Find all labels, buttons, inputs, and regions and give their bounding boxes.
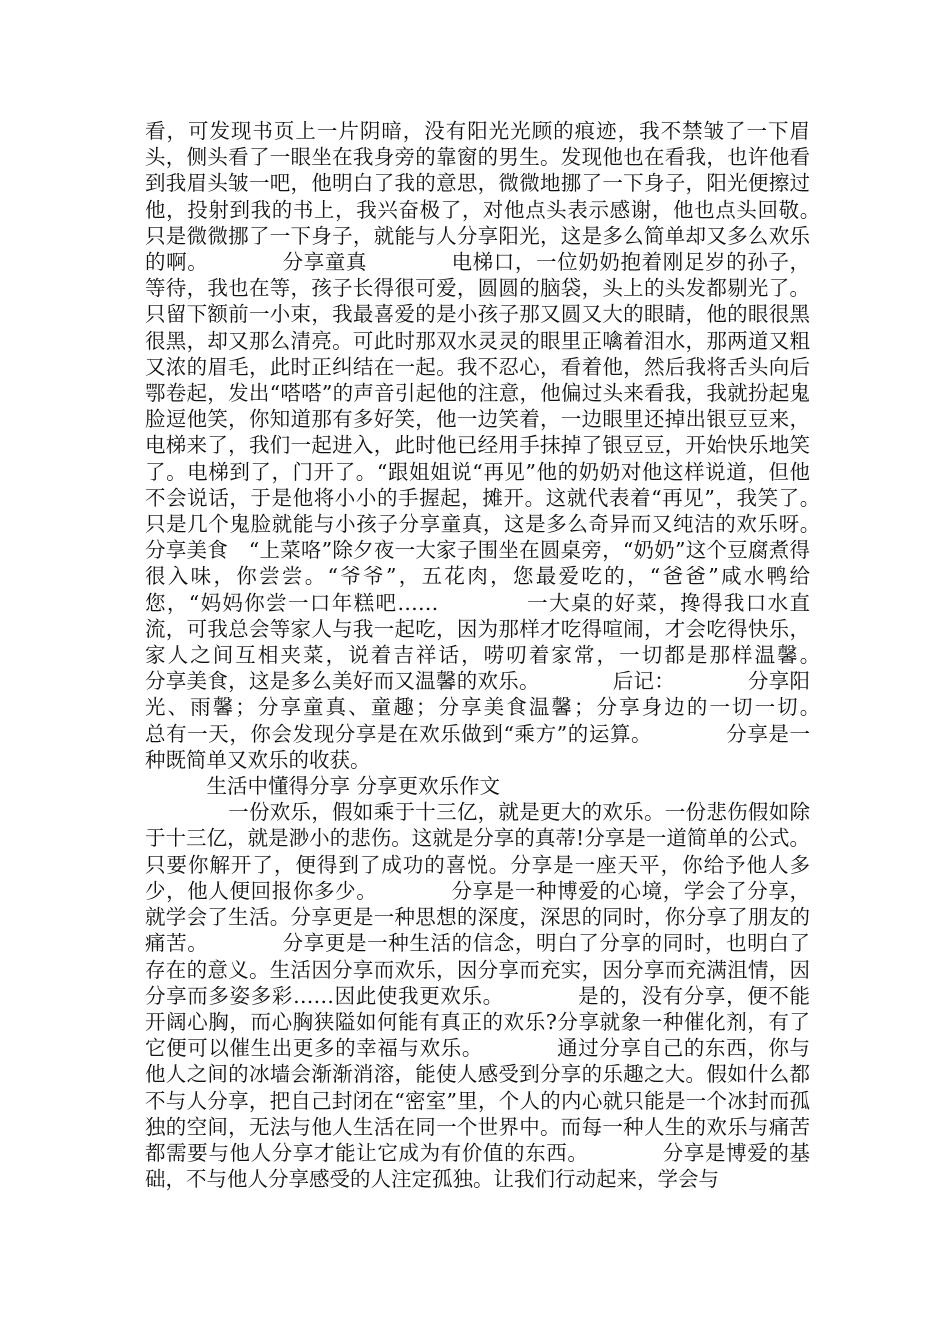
essay-title: 生活中懂得分享 分享更欢乐作文 xyxy=(145,774,501,799)
article-body xyxy=(145,118,892,1192)
essay-paragraph-2: 一份欢乐，假如乘于十三亿，就是更大的欢乐。一份悲伤假如除于十三亿，就是渺小的悲伤。这就是分享的真蒂!分享是一道简单的公式。只要你解开了，便得到了成功的喜悦。分享是一座天平，你给予他人多少，他人便回报你多少。 分享是一种博爱的心境，学会了分享，就学会了生活。分享更是一种思想的深度，深思的同时，你分享了朋友的痛苦。 分享更是一种生活的信念，明白了分享的同时，也明白了存在的意义。生活因分享而欢乐，因分享而充实，因分享而充满沮情，因分享而多姿多彩……因此使我更欢乐。 是的，没有分享，便不能开阔心胸，而心胸狭隘如何能有真正的欢乐?分享就象一种催化剂，有了它便可以催生出更多的幸福与欢乐。 通过分享自己的东西，你与他人之间的冰墙会渐渐消溶，能使人感受到分享的乐趣之大。假如什么都不与人分享，把自己封闭在“密室”里，个人的内心就只能是一个冰封而孤独的空间，无法与他人生活在同一个世界中。而每一种人生的欢乐与痛苦都需要与他人分享才能让它成为有价值的东西。 分享是博爱的基础，不与他人分享感受的人注定孤独。让我们行动起来，学会与 xyxy=(145,800,810,1192)
essay-paragraph-1: 看，可发现书页上一片阴暗，没有阳光光顾的痕迹，我不禁皱了一下眉头，侧头看了一眼坐在我身旁的靠窗的男生。发现他也在看我，也许他看到我眉头皱一吧，他明白了我的意思，微微地挪了一下身子，阳光便擦过他，投射到我的书上，我兴奋极了，对他点头表示感谢，他也点头回敬。 只是微微挪了一下身子，就能与人分享阳光，这是多么简单却又多么欢乐的啊。 分享童真 电梯口，一位奶奶抱着刚足岁的孙子，等待，我也在等，孩子长得很可爱，圆圆的脑袋，头上的头发都剔光了。只留下额前一小束，我最喜爱的是小孩子那又圆又大的眼睛，他的眼很黑很黑，却又那么清亮。可此时那双水灵灵的眼里正噙着泪水，那两道又粗又浓的眉毛，此时正纠结在一起。我不忍心，看着他，然后我将舌头向后鄂卷起，发出“嗒嗒”的声音引起他的注意，他偏过头来看我，我就扮起鬼脸逗他笑，你知道那有多好笑，他一边笑着，一边眼里还掉出银豆豆来，电梯来了，我们一起进入，此时他已经用手抹掉了银豆豆，开始快乐地笑了。电梯到了，门开了。“跟姐姐说“再见”他的奶奶对他这样说道，但他不会说话，于是他将小小的手握起，摊开。这就代表着“再见”，我笑了。 只是几个鬼脸就能与小孩子分享童真，这是多么奇异而又纯洁的欢乐呀。 分享美食 “上菜咯”除夕夜一大家子围坐在圆桌旁，“奶奶”这个豆腐煮得很入味，你尝尝。“爷爷”，五花肉，您最爱吃的，“爸爸”咸水鸭给您，“妈妈你尝一口年糕吧…… 一大桌的好菜，搀得我口水直流，可我总会等家人与我一起吃，因为那样才吃得喧闹，才会吃得快乐，家人之间互相夹菜，说着吉祥话，唠叨着家常，一切都是那样温馨。 分享美食，这是多么美好而又温馨的欢乐。 后记： 分享阳光、雨馨；分享童真、童趣；分享美食温馨；分享身边的一切一切。 总有一天，你会发现分享是在欢乐做到“乘方”的运算。 分享是一种既简单又欢乐的收获。 xyxy=(145,119,892,772)
